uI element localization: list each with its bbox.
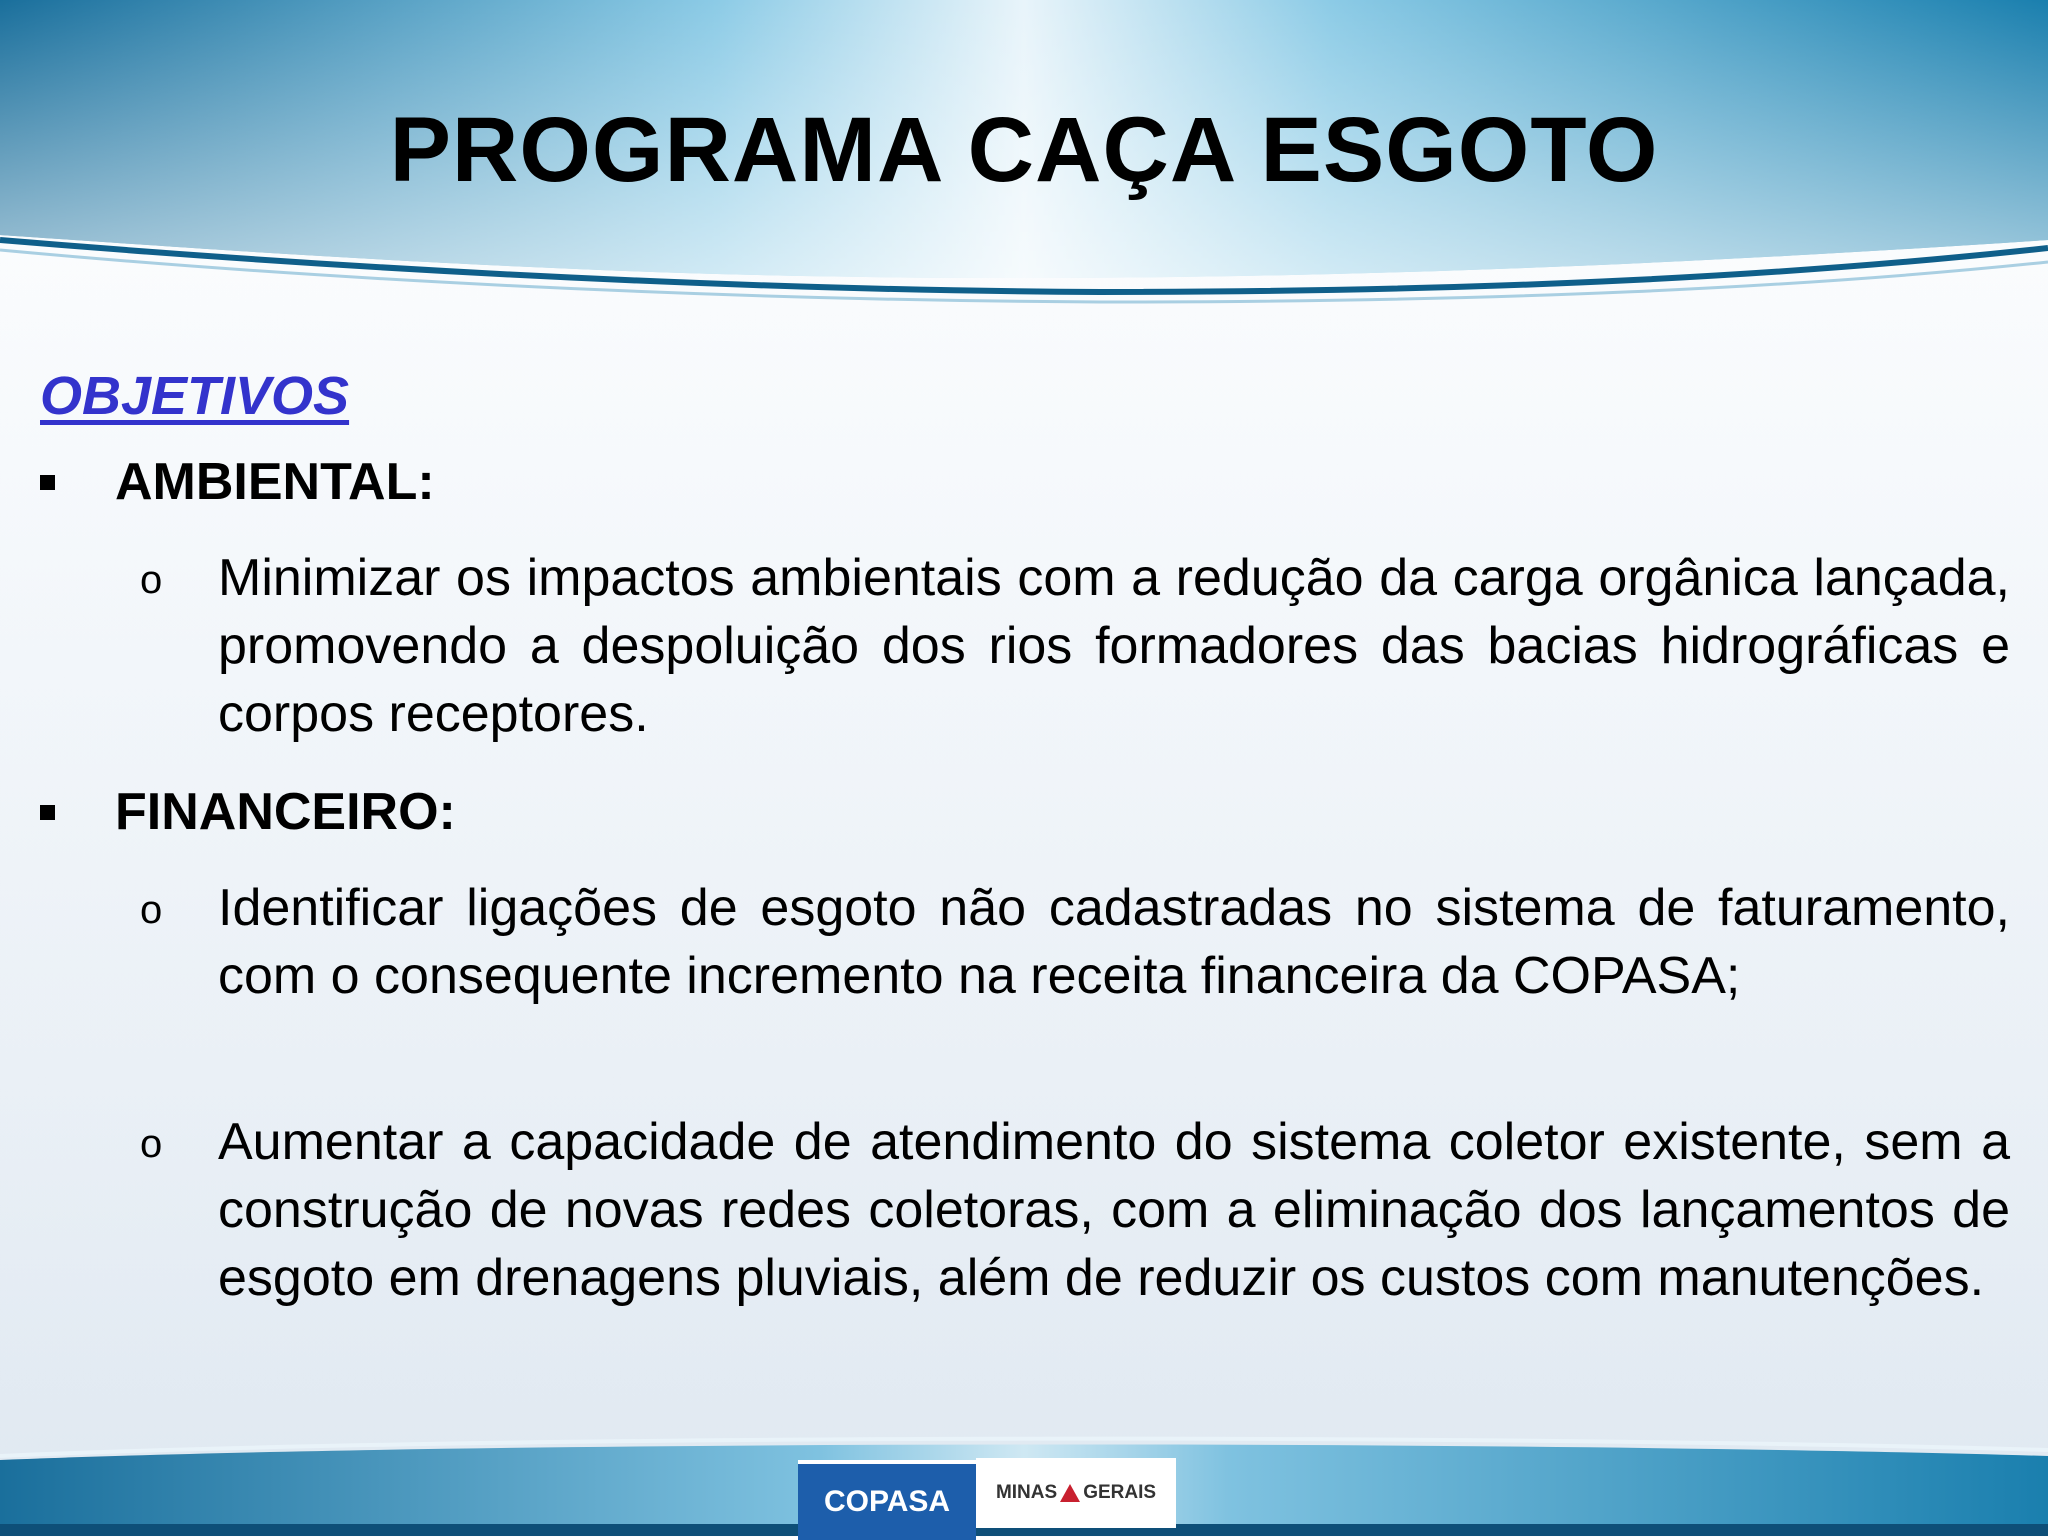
circle-bullet-icon: o <box>140 1122 163 1166</box>
minas-gerais-triangle-icon <box>1059 1483 1081 1503</box>
minas-gerais-logo-left: MINAS <box>995 1482 1058 1503</box>
list-item <box>140 874 2010 1010</box>
section-label-objetivos[interactable]: OBJETIVOS <box>40 366 350 426</box>
circle-bullet-icon: o <box>140 558 163 602</box>
section-heading-text: AMBIENTAL: <box>115 453 435 511</box>
slide-title: PROGRAMA CAÇA ESGOTO <box>389 99 1659 201</box>
list-item-text: Aumentar a capacidade de atendimento do sistema coletor existente, sem a construção de novas redes coletoras, com a eliminação dos lançamentos de esgoto em drenagens pluviais, além de reduzir os custos com manutenções. <box>218 1113 2010 1307</box>
square-bullet-icon <box>40 475 55 490</box>
list-item <box>140 1108 2010 1312</box>
minas-gerais-logo-right: GERAIS <box>1083 1482 1157 1503</box>
section-heading-ambiental <box>40 452 435 512</box>
circle-bullet-icon: o <box>140 888 163 932</box>
square-bullet-icon <box>40 805 55 820</box>
section-heading-text: FINANCEIRO: <box>115 783 456 841</box>
list-item-text: Minimizar os impactos ambientais com a redução da carga orgânica lançada, promovendo a despoluição dos rios formadores das bacias hidrográficas e corpos receptores. <box>218 549 2010 743</box>
copasa-logo-text: COPASA <box>823 1485 951 1518</box>
minas-gerais-logo <box>976 1458 1176 1528</box>
list-item-text: Identificar ligações de esgoto não cadastradas no sistema de faturamento, com o consequente incremento na receita financeira da COPASA; <box>218 879 2010 1005</box>
list-item <box>140 544 2010 748</box>
copasa-logo <box>798 1460 976 1540</box>
section-heading-financeiro <box>40 782 456 842</box>
